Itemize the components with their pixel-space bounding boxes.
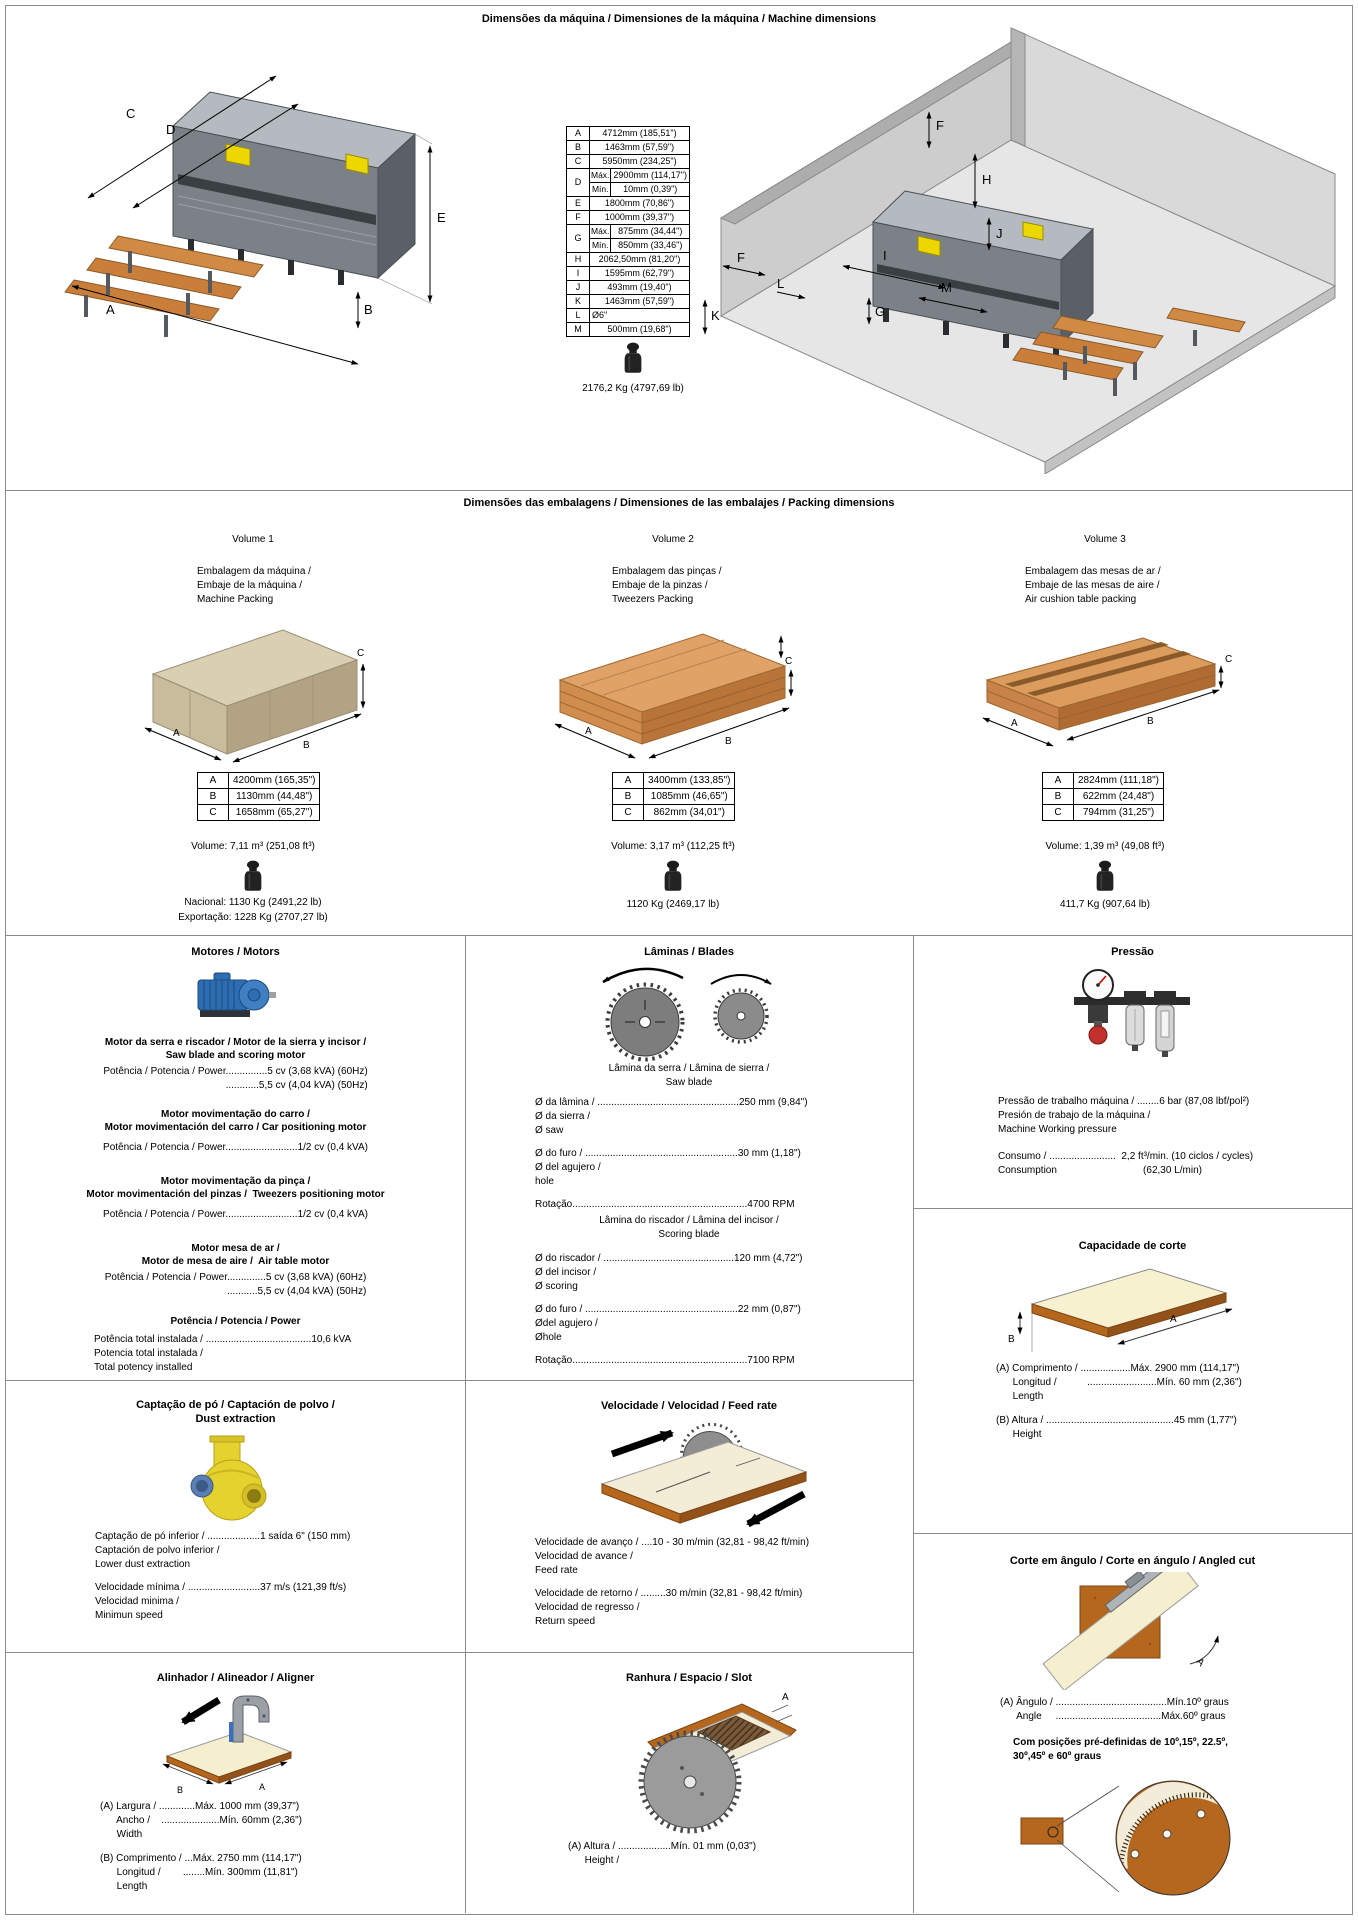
crate-machine-packing xyxy=(135,612,365,767)
air-regulator-icon xyxy=(1062,963,1202,1088)
aligner-title: Alinhador / Alineador / Aligner xyxy=(156,1672,315,1684)
dim-label-M: M xyxy=(941,280,952,295)
dust-blower-icon xyxy=(180,1434,285,1526)
dim-label-E: E xyxy=(437,210,446,225)
volume1-table: A 4200mm (165,35") B 1130mm (44,48") C 1658mm (65,27") xyxy=(197,772,320,821)
volume3-description: Embalagem das mesas de ar / Embaje de las mesas de aire / Air cushion table packing xyxy=(1025,566,1161,605)
crate-dim-A: A xyxy=(585,726,592,737)
panel-cut-capacity-icon xyxy=(1000,1258,1250,1358)
blades-title: Lâminas / Blades xyxy=(644,946,734,958)
dust-title-line2: Dust extraction xyxy=(195,1413,276,1425)
volume1-weight-national: Nacional: 1130 Kg (2491,22 lb) xyxy=(184,897,322,908)
feed-rate-specs: Velocidade de avanço / ....10 - 30 m/min (32,81 - 98,42 ft/min) Velocidad de avance / Feed rate Velocidade de retorno / .........30 m/min (32,81 - 98,42 ft/min) Velocidad de regresso / Return speed xyxy=(535,1537,810,1627)
machine-dimensions-title: Dimensões da máquina / Dimensiones de la máquina / Machine dimensions xyxy=(481,13,877,25)
crate-dim-C: C xyxy=(1225,654,1233,665)
dim-label-K: K xyxy=(711,308,720,323)
volume3-name: Volume 3 xyxy=(1084,534,1126,545)
column-divider xyxy=(913,935,914,1913)
slot-title: Ranhura / Espacio / Slot xyxy=(626,1672,752,1684)
slot-icon xyxy=(590,1690,810,1835)
dim-label-B: B xyxy=(364,302,373,317)
dim-label-I: I xyxy=(883,248,887,263)
row-divider xyxy=(913,1533,1352,1534)
volume2-description: Embalagem das pinças / Embaje de la pinzas / Tweezers Packing xyxy=(612,566,722,605)
angled-cut-title: Corte em ângulo / Corte en ángulo / Angled cut xyxy=(1009,1555,1256,1567)
dim-label-F: F xyxy=(936,118,944,133)
row-divider xyxy=(5,1652,913,1653)
angled-cut-icon xyxy=(1000,1572,1260,1690)
aligner-icon xyxy=(135,1692,315,1797)
angled-cut-note: Com posições pré-definidas de 10º,15º, 22.5º, 30º,45º e 60º graus xyxy=(1013,1737,1228,1762)
angled-cut-specs: (A) Ângulo / ........................................Mín.10º graus Angle ......................................Máx.60º graus xyxy=(1000,1697,1229,1722)
dim-label-D: D xyxy=(166,122,176,137)
crate-dim-A: A xyxy=(1011,718,1018,729)
motors-specs: Motor da serra e riscador / Motor de la sierra y incisor / Saw blade and scoring motor Potência / Potencia / Power...............5 cv (3,68 kVA) (60Hz) ............5,5 cv (4,04 kVA) (50Hz) Motor movimentação do carro / Motor movimentación del carro / Car positioning motor Potência / Potencia / Power..........................1/2 cv (0,4 kVA) Motor movimentação da pinça / Motor movimentación del pinzas / Tweezers positioning motor Potência / Potencia / Power..........................1/2 cv (0,4 kVA) Motor mesa de ar / Motor de mesa de aire / Air table motor Potência / Potencia / Power..............5 cv (3,68 kVA) (60Hz) ...........5,5 cv (4,04 kVA) (50Hz) Potência / Potencia / Power Potência total instalada / ......................................10,6 kVA Potencia total instalada / Total potency installed xyxy=(86,1037,385,1373)
weight-icon xyxy=(240,858,266,892)
volume1-name: Volume 1 xyxy=(232,534,274,545)
section-divider xyxy=(5,935,1352,936)
section-divider xyxy=(5,490,1352,491)
pressure-specs: Pressão de trabalho máquina / ........6 bar (87,08 lbf/pol²) Presión de trabajo de la máquina / Machine Working pressure Consumo / ........................ 2,2 ft³/min. (10 ciclos / cycles) Consumption (62,30 L/min) xyxy=(998,1096,1254,1176)
slot-specs: (A) Altura / ...................Mín. 01 mm (0,03") Height / xyxy=(568,1841,757,1866)
crate-air-table-packing xyxy=(975,620,1235,760)
dim-label-A: A xyxy=(782,1692,789,1703)
volume3-weight: 411,7 Kg (907,64 lb) xyxy=(1060,899,1150,910)
dim-label-A: A xyxy=(259,1782,266,1792)
crate-dim-B: B xyxy=(1147,716,1154,727)
crate-dim-C: C xyxy=(357,648,365,659)
dim-label-F2: F xyxy=(737,250,745,265)
volume1-weight-export: Exportação: 1228 Kg (2707,27 lb) xyxy=(178,912,328,923)
weight-icon xyxy=(620,340,646,374)
dim-label-A: A xyxy=(106,302,115,317)
cut-capacity-specs: (A) Comprimento / ..................Máx. 2900 mm (114,17") Longitud / .........................Mín. 60 mm (2,36") Length (B) Altura / ..............................................45 mm (1,77") Height xyxy=(996,1363,1242,1440)
machine-isometric-room-drawing xyxy=(693,26,1345,474)
dim-label-B: B xyxy=(177,1785,184,1795)
machine-isometric-front-drawing xyxy=(58,46,458,381)
dim-label-H: H xyxy=(982,172,992,187)
row-divider xyxy=(913,1208,1352,1209)
row-divider xyxy=(5,1380,913,1381)
volume2-name: Volume 2 xyxy=(652,534,694,545)
dust-title-line1: Captação de pó / Captación de polvo / xyxy=(136,1399,335,1411)
machine-weight: 2176,2 Kg (4797,69 lb) xyxy=(582,383,684,394)
feed-rate-icon xyxy=(560,1422,840,1534)
dim-label-A: A xyxy=(1170,1314,1177,1325)
dim-label-G: G xyxy=(875,304,886,319)
dim-label-B: B xyxy=(1008,1334,1015,1345)
volume3-volume: Volume: 1,39 m³ (49,08 ft³) xyxy=(1045,841,1165,852)
blades-specs: Lâmina da serra / Lâmina de sierra / Saw blade Ø da lâmina / ...................................................250 mm (9,84") Ø da sierra / Ø saw Ø do furo / .......................................................30 mm (1,18") Ø del agujero / hole Rotação...............................................................4700 RPM Lâmina do riscador / Lâmina del incisor / Scoring blade Ø do riscador / ...............................................120 mm (4,72") Ø del incisor / Ø scoring Ø do furo / .......................................................22 mm (0,87") Ødel agujero / Øhole Rotação...............................................................7100 RPM xyxy=(535,1063,808,1366)
volume2-weight: 1120 Kg (2469,17 lb) xyxy=(626,899,720,910)
angle-scale-detail-icon xyxy=(1015,1768,1250,1903)
saw-blades-icon xyxy=(565,960,815,1062)
dim-label-L: L xyxy=(777,276,785,291)
volume1-description: Embalagem da máquina / Embaje de la máquina / Machine Packing xyxy=(197,566,311,605)
crate-tweezers-packing xyxy=(545,612,795,767)
weight-icon xyxy=(660,858,686,892)
volume3-table: A 2824mm (111,18") B 622mm (24,48") C 794mm (31,25") xyxy=(1042,772,1164,821)
weight-icon xyxy=(1092,858,1118,892)
crate-dim-A: A xyxy=(173,728,180,739)
motors-title: Motores / Motors xyxy=(191,946,280,958)
pressure-title: Pressão xyxy=(1111,946,1154,958)
volume2-volume: Volume: 3,17 m³ (112,25 ft³) xyxy=(611,841,735,852)
dim-label-A: A xyxy=(1193,1656,1207,1669)
dust-specs: Captação de pó inferior / ...................1 saída 6" (150 mm) Captación de polvo inferior / Lower dust extraction Velocidade mínima / ..........................37 m/s (121,39 ft/s) Velocidad minima / Minimun speed xyxy=(95,1531,351,1621)
volume2-table: A 3400mm (133,85") B 1085mm (46,65") C 862mm (34,01") xyxy=(612,772,735,821)
crate-dim-B: B xyxy=(303,740,310,751)
dim-label-C: C xyxy=(126,106,136,121)
packing-dimensions-title: Dimensões das embalagens / Dimensiones de las embalajes / Packing dimensions xyxy=(463,497,895,509)
crate-dim-B: B xyxy=(725,736,732,747)
crate-dim-C: C xyxy=(785,656,793,667)
machine-dimension-table: A 4712mm (185,51") B 1463mm (57,59") C 5950mm (234,25") D Máx. 2900mm (114,17") Mín. 10mm (0,39") E 1800mm (70,86") F 1000mm (39,37") G Máx. 875mm (34,44") Mín. 850mm (33,46") H 2062,50mm (81,20") I 1595mm (62,79") J 493mm (19,40") K 1463mm (57,59") L Ø6" M 500mm (19,68") xyxy=(566,126,690,337)
aligner-specs: (A) Largura / .............Máx. 1000 mm (39,37") Ancho / .....................Mín. 60mm (2,36") Width (B) Comprimento / ...Máx. 2750 mm (114,17") Longitud / ........Mín. 300mm (11,81") Length xyxy=(100,1801,302,1892)
feed-rate-title: Velocidade / Velocidad / Feed rate xyxy=(600,1400,778,1412)
volume1-volume: Volume: 7,11 m³ (251,08 ft³) xyxy=(191,841,315,852)
motor-icon xyxy=(192,964,278,1026)
dim-label-J: J xyxy=(996,226,1003,241)
cut-capacity-title: Capacidade de corte xyxy=(1078,1240,1187,1252)
